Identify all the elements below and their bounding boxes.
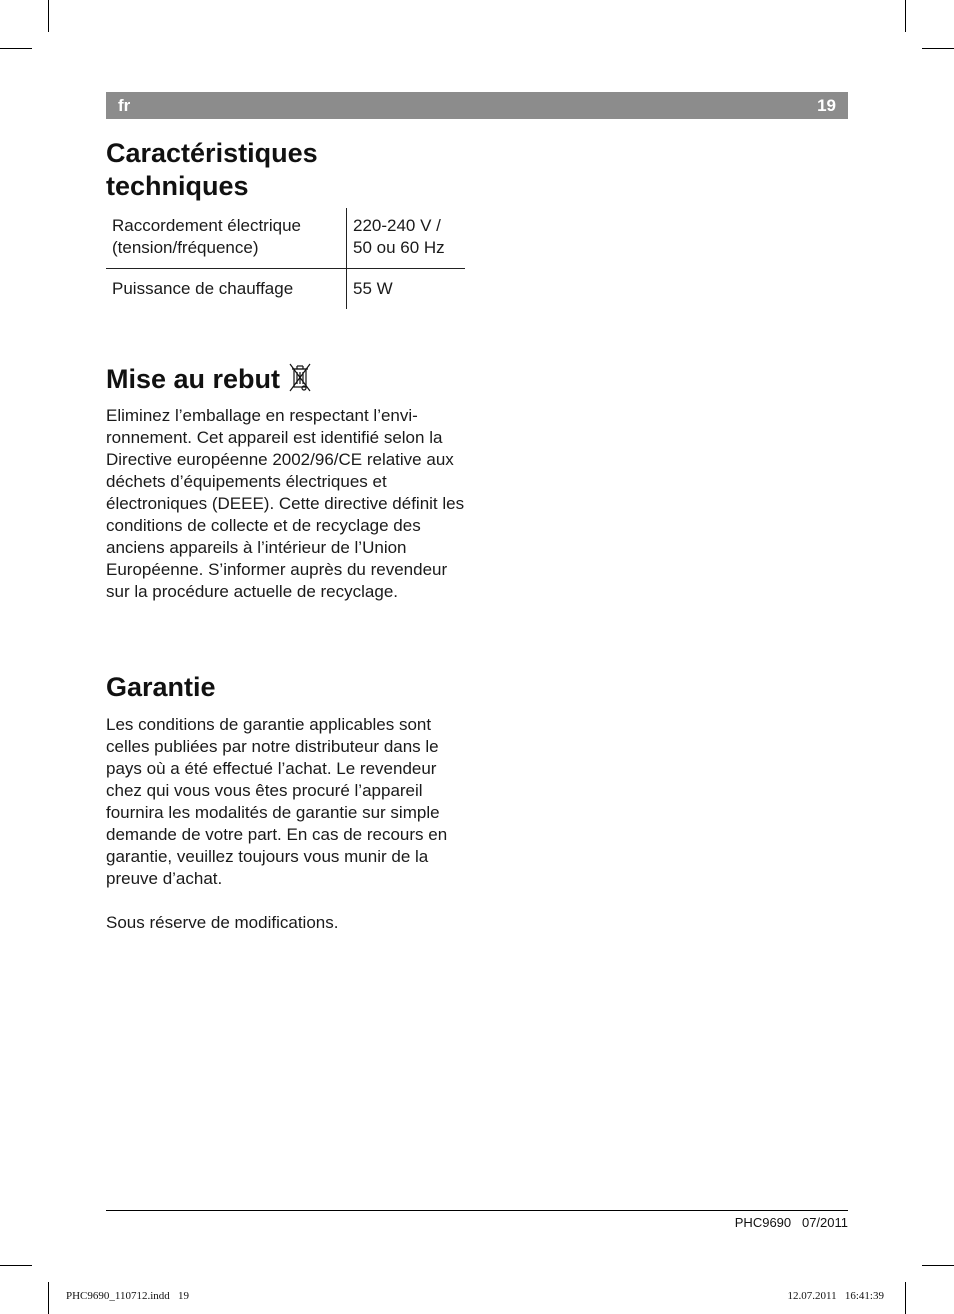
warranty-text: Les conditions de garantie applicables sont celles publiées par notre distributeur dans le pays où a été effectué l’achat. Le revendeur chez qui vous vous êtes procuré l’appareil fournira les modalités de garantie sur simple demande de votre part. En cas de recours en garantie, veuillez toujours vous munir de la preuve d’achat. [106, 715, 448, 888]
warranty-heading: Garantie [106, 672, 216, 702]
language-code: fr [118, 96, 131, 115]
table-row [106, 269, 465, 310]
reserve-note: Sous réserve de modifications. [106, 913, 339, 932]
crop-mark [48, 1282, 49, 1314]
spec-label: Raccordement électrique (tension/fréquence) [106, 208, 347, 269]
crop-mark [905, 0, 906, 32]
spec-label: Puissance de chauffage [112, 279, 294, 298]
specs-heading: Caractéristiques techniques [106, 138, 318, 201]
spec-value: 55 W [347, 269, 466, 310]
crop-mark [0, 48, 32, 49]
crossed-out-wheelie-bin-icon [288, 361, 312, 398]
print-slug-file: PHC9690_110712.indd 19 [66, 1290, 190, 1302]
crop-mark [0, 1265, 32, 1266]
disposal-heading: Mise au rebut [106, 364, 281, 394]
crop-mark [905, 1282, 906, 1314]
footer-model-date: PHC9690 07/2011 [734, 1215, 848, 1230]
disposal-text: Eliminez l’emballage en respectant l’environnement. Cet appareil est identifié selon la Directive européenne 2002/96/CE relative aux déchets d’équipements électriques et électroniques (DEEE). Cette directive définit les conditions de collecte et de recyclage des anciens appareils à l’intérieur de l’Union Européenne. S’informer auprès du revendeur sur la procédure actuelle de recyclage. [106, 406, 465, 601]
disposal-heading-row [106, 361, 466, 398]
page-number: 19 [817, 96, 836, 115]
spec-value: 220-240 V / 50 ou 60 Hz [347, 208, 466, 269]
footer-rule [106, 1210, 848, 1211]
print-slug-timestamp: 12.07.2011 16:41:39 [787, 1290, 884, 1302]
crop-mark [48, 0, 49, 32]
crop-mark [922, 1265, 954, 1266]
crop-mark [922, 48, 954, 49]
specs-table [106, 208, 465, 309]
table-row [106, 208, 465, 269]
page-header-bar [106, 92, 848, 119]
